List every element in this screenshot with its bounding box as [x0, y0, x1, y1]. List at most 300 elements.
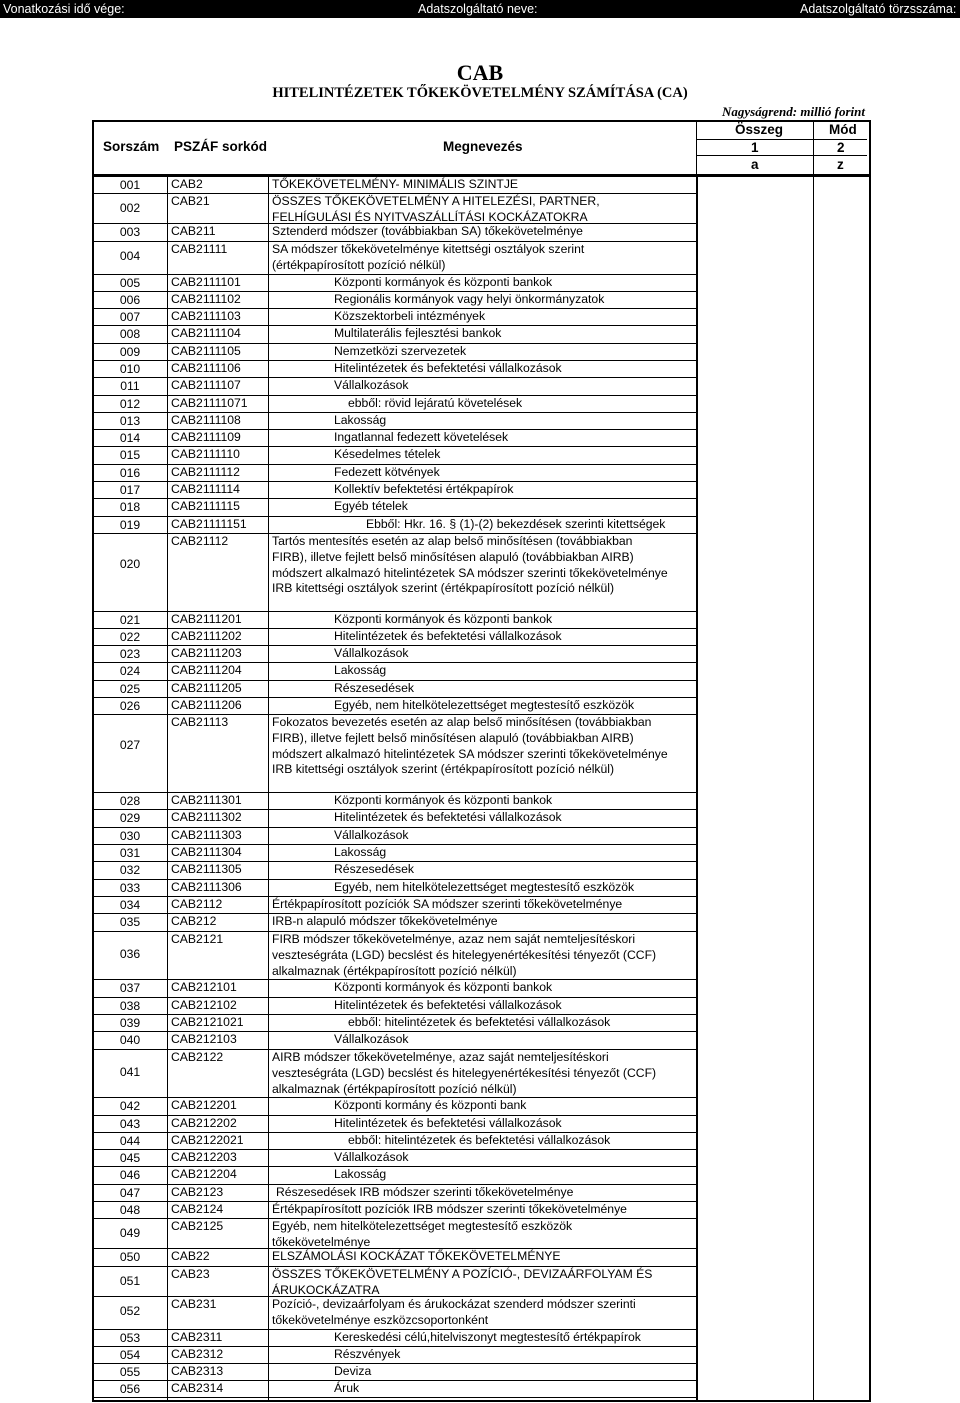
- row-number: 022: [119, 630, 141, 644]
- table-row: [0, 193, 960, 223]
- row-number: 013: [119, 414, 141, 428]
- col-header-sorszam: Sorszám: [103, 139, 160, 154]
- row-code: CAB2: [171, 177, 203, 191]
- row-name-line: Fedezett kötvények: [334, 465, 440, 479]
- row-name: [272, 534, 668, 597]
- row-number: 056: [119, 1382, 141, 1396]
- row-code: CAB2112: [171, 897, 223, 911]
- row-name-line: Központi kormányok és központi bankok: [334, 793, 553, 807]
- provider-id-label: Adatszolgáltató törzsszáma:: [800, 2, 957, 16]
- row-name-line: Lakosság: [334, 413, 387, 427]
- row-name-line: Hitelintézetek és befektetési vállalkozások: [334, 1116, 562, 1130]
- row-name: [334, 292, 604, 308]
- row-name: [272, 932, 656, 979]
- table-row: [0, 291, 960, 308]
- row-name-line: ÖSSZES TŐKEKÖVETELMÉNY A POZÍCIÓ-, DEVIZAÁRFOLYAM ÉS: [272, 1267, 653, 1281]
- row-number: 051: [119, 1273, 141, 1288]
- row-name: [272, 1267, 652, 1299]
- row-code: CAB212103: [171, 1032, 237, 1046]
- row-name: [334, 309, 485, 325]
- row-name-line: Kereskedési célú,hitelviszonyt megtestesítő értékpapírok: [334, 1330, 641, 1344]
- row-code: CAB2111205: [171, 681, 242, 695]
- header-divider-mod: [813, 120, 814, 174]
- table-row: [0, 896, 960, 913]
- row-code: CAB2111104: [171, 326, 241, 340]
- row-code: CAB2111301: [171, 793, 242, 807]
- row-name: [334, 810, 562, 826]
- row-name-line: Egyéb, nem hitelkötelezettséget megtestesítő eszközök: [272, 1219, 573, 1233]
- row-code: CAB212: [171, 914, 217, 928]
- row-name: [334, 430, 508, 446]
- row-name: [334, 482, 514, 498]
- row-code: CAB2111110: [171, 447, 240, 461]
- row-code: CAB2312: [171, 1347, 224, 1361]
- table-row: [0, 931, 960, 979]
- table-row: [0, 308, 960, 325]
- row-name-line: veszteségráta (LGD) becslést és hitelegyenértékesítési tényezőt (CCF): [272, 1065, 657, 1080]
- row-name: [272, 914, 498, 930]
- row-name-line: Részesedések IRB módszer szerinti tőkekövetelménye: [276, 1185, 574, 1199]
- row-code: CAB2111109: [171, 430, 241, 444]
- row-name: [334, 1381, 359, 1397]
- row-name: [334, 413, 386, 429]
- row-name-line: Vállalkozások: [334, 828, 409, 842]
- row-name: [334, 275, 552, 291]
- row-code: CAB2111306: [171, 880, 242, 894]
- row-code: CAB2111103: [171, 309, 241, 323]
- row-name-line: Regionális kormányok vagy helyi önkormányzatok: [334, 292, 605, 306]
- row-name: [334, 1347, 400, 1363]
- table-row: [0, 809, 960, 827]
- row-name-line: alkalmaznak (értékpapírosított pozíció nélkül): [272, 1081, 517, 1096]
- row-name-line: Részvények: [334, 1347, 401, 1361]
- table-row: [0, 714, 960, 792]
- row-name: [334, 378, 409, 394]
- row-name-line: ÁRUKOCKÁZATRA: [272, 1282, 380, 1297]
- table-row: [0, 611, 960, 628]
- row-code: CAB212204: [171, 1167, 237, 1181]
- row-code: CAB21: [171, 194, 210, 208]
- col-header-osszeg-num: 1: [751, 140, 759, 155]
- row-code: CAB21111: [171, 242, 228, 256]
- row-number: 042: [119, 1099, 141, 1113]
- row-code: CAB2111206: [171, 698, 242, 712]
- row-name-line: Központi kormány és központi bank: [334, 1098, 527, 1112]
- row-number: 012: [119, 397, 141, 411]
- table-row: [0, 645, 960, 662]
- table-row: [0, 481, 960, 498]
- row-name-line: Tartós mentesítés esetén az alap belső minősítésen (továbbiakban: [272, 534, 633, 548]
- row-name: [334, 1364, 371, 1380]
- row-number: 046: [119, 1168, 141, 1182]
- row-number: 049: [119, 1225, 141, 1240]
- table-row: [0, 1201, 960, 1218]
- row-name: [334, 698, 634, 714]
- row-code: CAB2111303: [171, 828, 242, 842]
- table-row: [0, 325, 960, 343]
- row-name-line: ebből: rövid lejáratú követelések: [348, 396, 523, 410]
- row-name: [272, 177, 518, 193]
- row-number: 020: [119, 556, 141, 571]
- row-number: 006: [119, 293, 141, 307]
- row-name-line: FIRB), illetve fejlett belső minősítésen alapuló (továbbiakban AIRB): [272, 549, 634, 564]
- table-row: [0, 1363, 960, 1380]
- row-name-line: Egyéb, nem hitelkötelezettséget megtestesítő eszközök: [334, 880, 635, 894]
- row-number: 011: [120, 379, 140, 393]
- row-name: [334, 793, 552, 809]
- row-number: 038: [119, 999, 141, 1013]
- row-number: 031: [119, 846, 141, 860]
- table-row: [0, 1097, 960, 1115]
- form-title: CAB: [456, 60, 504, 85]
- row-name: [334, 499, 408, 515]
- row-name: [334, 880, 634, 896]
- row-code: CAB23: [171, 1267, 210, 1281]
- row-name: [272, 224, 583, 240]
- row-name-line: (értékpapírosított pozíció nélkül): [272, 257, 446, 272]
- row-name-line: IRB kitettségi osztályok szerint (értékpapírosított pozíció nélkül): [272, 762, 615, 777]
- row-name-line: alkalmaznak (értékpapírosított pozíció nélkül): [272, 963, 517, 978]
- row-name: [334, 646, 409, 662]
- row-code: CAB2111108: [171, 413, 241, 427]
- row-code: CAB212102: [171, 998, 237, 1012]
- row-number: 018: [119, 500, 141, 514]
- row-code: CAB2111105: [171, 344, 241, 358]
- row-name-line: Központi kormányok és központi bankok: [334, 612, 553, 626]
- row-name-line: Áruk: [334, 1381, 360, 1395]
- header-hline2: [696, 155, 867, 156]
- row-name: [348, 1015, 610, 1031]
- row-name-line: Multilaterális fejlesztési bankok: [334, 326, 502, 340]
- row-name-line: Pozíció-, devizaárfolyam és árukockázat szenderd módszer szerinti: [272, 1297, 636, 1311]
- row-name-line: FELHÍGULÁSI ÉS NYITVASZÁLLÍTÁSI KOCKÁZATOKRA: [272, 209, 588, 224]
- row-code: CAB2111101: [171, 275, 241, 289]
- row-number: 033: [119, 881, 141, 895]
- row-code: CAB22: [171, 1249, 210, 1263]
- row-name: [334, 612, 552, 628]
- row-code: CAB2111201: [171, 612, 242, 626]
- table-row: [0, 1218, 960, 1248]
- row-number: 036: [119, 946, 141, 961]
- row-name-line: FIRB), illetve fejlett belső minősítésen alapuló (továbbiakban AIRB): [272, 730, 634, 745]
- table-row: [0, 533, 960, 611]
- table-row: [0, 997, 960, 1014]
- row-name: [334, 1032, 409, 1048]
- table-row: [0, 176, 960, 193]
- row-name-line: Vállalkozások: [334, 1032, 409, 1046]
- row-number: 024: [119, 664, 141, 678]
- row-code: CAB2111102: [171, 292, 241, 306]
- row-name: [334, 828, 409, 844]
- row-name-line: Lakosság: [334, 1167, 387, 1181]
- row-number: 025: [119, 682, 141, 696]
- row-code: CAB2122: [171, 1050, 224, 1064]
- table-row: [0, 1031, 960, 1049]
- table-row: [0, 498, 960, 516]
- row-name-line: Központi kormányok és központi bankok: [334, 980, 553, 994]
- row-number: 007: [119, 310, 141, 324]
- row-name-line: Vállalkozások: [334, 1150, 409, 1164]
- row-number: 055: [119, 1365, 141, 1379]
- row-name-line: Fokozatos bevezetés esetén az alap belső minősítésen (továbbiakban: [272, 715, 652, 729]
- header-divider: [696, 120, 697, 174]
- row-number: 019: [119, 518, 141, 532]
- row-name: [272, 194, 600, 226]
- row-name-line: Ingatlannal fedezett követelések: [334, 430, 509, 444]
- table-row: [0, 1014, 960, 1031]
- row-name-line: Sztenderd módszer (továbbiakban SA) tőkekövetelménye: [272, 224, 583, 238]
- row-name-line: Értékpapírosított pozíciók IRB módszer szerinti tőkekövetelménye: [272, 1202, 627, 1216]
- row-name: [334, 998, 562, 1014]
- row-number: 005: [119, 276, 141, 290]
- row-name: [334, 326, 501, 342]
- row-name: [272, 1050, 656, 1097]
- table-row: [0, 1248, 960, 1266]
- provider-name-label: Adatszolgáltató neve:: [418, 2, 538, 16]
- row-name: [272, 242, 584, 274]
- row-name-line: Részesedések: [334, 862, 414, 876]
- top-bar: [0, 0, 960, 18]
- table-row: [0, 662, 960, 680]
- row-code: CAB212201: [171, 1098, 237, 1112]
- table-row: [0, 1346, 960, 1363]
- row-name-line: IRB-n alapuló módszer tőkekövetelménye: [272, 914, 498, 928]
- row-name-line: Nemzetközi szervezetek: [334, 344, 467, 358]
- row-name-line: módszert alkalmazó hitelintézetek SA módszer szerinti tőkekövetelménye: [272, 746, 668, 761]
- row-number: 032: [119, 863, 141, 877]
- row-number: 040: [119, 1033, 141, 1047]
- row-code: CAB212202: [171, 1116, 237, 1130]
- row-code: CAB2125: [171, 1219, 224, 1233]
- table-row: [0, 1296, 960, 1329]
- row-number: 023: [119, 647, 141, 661]
- row-name-line: módszert alkalmazó hitelintézetek SA módszer szerinti tőkekövetelménye: [272, 565, 668, 580]
- row-number: 053: [119, 1331, 141, 1345]
- row-code: CAB2313: [171, 1364, 224, 1378]
- row-code: CAB2111204: [171, 663, 242, 677]
- row-code: CAB231: [171, 1297, 217, 1311]
- row-name-line: Hitelintézetek és befektetési vállalkozások: [334, 998, 562, 1012]
- row-code: CAB21112: [171, 534, 229, 548]
- row-name-line: Vállalkozások: [334, 646, 409, 660]
- row-name-line: Késedelmes tételek: [334, 447, 441, 461]
- row-name: [334, 344, 466, 360]
- row-code: CAB2124: [171, 1202, 224, 1216]
- table-row: [0, 516, 960, 533]
- table-row: [0, 1166, 960, 1184]
- table-row: [0, 879, 960, 896]
- row-number: 030: [119, 829, 141, 843]
- row-name-line: tőkekövetelménye eszközcsoportonként: [272, 1312, 489, 1327]
- row-name-line: IRB kitettségi osztályok szerint (értékpapírosított pozíció nélkül): [272, 581, 615, 596]
- row-name: [348, 396, 522, 412]
- row-name: [272, 715, 668, 778]
- row-name-line: TŐKEKÖVETELMÉNY- MINIMÁLIS SZINTJE: [272, 177, 519, 191]
- row-number: 003: [119, 225, 141, 239]
- row-name-line: Lakosság: [334, 663, 387, 677]
- row-name: [334, 681, 414, 697]
- row-code: CAB21113: [171, 715, 229, 729]
- row-code: CAB21111151: [171, 517, 247, 531]
- row-name: [366, 517, 665, 533]
- row-name: [334, 663, 386, 679]
- row-name: [272, 1219, 572, 1251]
- row-number: 002: [119, 200, 141, 215]
- row-code: CAB211: [171, 224, 216, 238]
- row-number: 054: [119, 1348, 141, 1362]
- table-row: [0, 1149, 960, 1166]
- table-row: [0, 377, 960, 395]
- row-name: [348, 1133, 610, 1149]
- row-name: [334, 465, 440, 481]
- row-code: CAB2111304: [171, 845, 242, 859]
- row-number: 029: [119, 811, 141, 825]
- row-name: [334, 361, 562, 377]
- row-name-line: Hitelintézetek és befektetési vállalkozások: [334, 629, 562, 643]
- row-name-line: Értékpapírosított pozíciók SA módszer szerinti tőkekövetelménye: [272, 897, 623, 911]
- row-code: CAB2121: [171, 932, 224, 946]
- unit-note: Nagyságrend: millió forint: [721, 104, 865, 119]
- row-code: CAB2314: [171, 1381, 224, 1395]
- row-name-line: veszteségráta (LGD) becslést és hitelegyenértékesítési tényezőt (CCF): [272, 947, 657, 962]
- row-number: 009: [119, 345, 141, 359]
- row-number: 014: [119, 431, 141, 445]
- row-name: [272, 1249, 561, 1265]
- row-code: CAB2111305: [171, 862, 242, 876]
- row-name: [334, 629, 562, 645]
- row-code: CAB2111112: [171, 465, 240, 479]
- table-row: [0, 628, 960, 645]
- row-code: CAB21111071: [171, 396, 248, 410]
- row-number: 045: [119, 1151, 141, 1165]
- row-number: 050: [119, 1250, 141, 1264]
- row-number: 015: [119, 448, 141, 462]
- table-row: [0, 464, 960, 481]
- row-number: 039: [119, 1016, 141, 1030]
- table-row: [0, 395, 960, 412]
- row-code: CAB2121021: [171, 1015, 244, 1029]
- table-row: [0, 792, 960, 809]
- row-code: CAB2123: [171, 1185, 224, 1199]
- row-number: 021: [119, 613, 141, 627]
- row-name-line: Ebből: Hkr. 16. § (1)-(2) bekezdések szerinti kitettségek: [366, 517, 666, 531]
- row-number: 001: [119, 178, 141, 192]
- row-name: [334, 862, 414, 878]
- form-subtitle: HITELINTÉZETEK TŐKEKÖVETELMÉNY SZÁMÍTÁSA (CA): [272, 85, 688, 101]
- col-header-megnevezes: Megnevezés: [443, 139, 523, 154]
- row-name: [334, 1330, 641, 1346]
- row-name-line: FIRB módszer tőkekövetelménye, azaz nem saját nemteljesítéskori: [272, 932, 636, 946]
- row-number: 044: [119, 1134, 141, 1148]
- row-code: CAB212101: [171, 980, 237, 994]
- row-code: CAB2111107: [171, 378, 241, 392]
- row-code: CAB2111114: [171, 482, 240, 496]
- table-row: [0, 446, 960, 464]
- row-code: CAB2111106: [171, 361, 241, 375]
- row-name: [334, 1150, 409, 1166]
- table-row: [0, 844, 960, 861]
- row-number: 027: [119, 737, 141, 752]
- row-name-line: ebből: hitelintézetek és befektetési vállalkozások: [348, 1133, 611, 1147]
- col-header-psaf: PSZÁF sorkód: [174, 139, 268, 154]
- row-name-line: Kollektív befektetési értékpapírok: [334, 482, 514, 496]
- col-header-osszeg-letter: a: [751, 157, 759, 172]
- table-row: [0, 343, 960, 360]
- row-name: [272, 897, 622, 913]
- table-row: [0, 1132, 960, 1149]
- table-row: [0, 1380, 960, 1397]
- table-row: [0, 429, 960, 446]
- table-row: [0, 1049, 960, 1097]
- row-name: [334, 1116, 562, 1132]
- row-number: 052: [119, 1303, 141, 1318]
- row-name-line: Egyéb tételek: [334, 499, 408, 513]
- table-row: [0, 412, 960, 429]
- table-row: [0, 1184, 960, 1201]
- table-row: [0, 1329, 960, 1346]
- table-row: [0, 1266, 960, 1296]
- row-number: 026: [119, 699, 141, 713]
- row-name-line: Hitelintézetek és befektetési vállalkozások: [334, 361, 562, 375]
- table-row: [0, 979, 960, 997]
- row-name-line: Központi kormányok és központi bankok: [334, 275, 553, 289]
- row-number: 035: [119, 915, 141, 929]
- row-number: 048: [119, 1203, 141, 1217]
- row-name-line: Deviza: [334, 1364, 372, 1378]
- row-name: [334, 1167, 386, 1183]
- row-name-line: tőkekövetelménye: [272, 1234, 371, 1249]
- table-row: [0, 360, 960, 377]
- row-number: 010: [119, 362, 141, 376]
- row-number: 028: [119, 794, 141, 808]
- row-name-line: ÖSSZES TŐKEKÖVETELMÉNY A HITELEZÉSI, PARTNER,: [272, 194, 600, 208]
- row-name-line: ELSZÁMOLÁSI KOCKÁZAT TŐKEKÖVETELMÉNYE: [272, 1249, 561, 1263]
- row-name: [276, 1185, 573, 1201]
- row-name-line: Részesedések: [334, 681, 414, 695]
- row-number: 037: [119, 981, 141, 995]
- row-name: [334, 447, 440, 463]
- col-header-mod-num: 2: [837, 140, 845, 155]
- row-code: CAB212203: [171, 1150, 237, 1164]
- row-number: 004: [119, 248, 141, 263]
- table-row: [0, 1115, 960, 1132]
- row-name: [334, 1098, 526, 1114]
- row-name-line: AIRB módszer tőkekövetelménye, azaz saját nemteljesítéskori: [272, 1050, 609, 1064]
- row-name-line: SA módszer tőkekövetelménye kitettségi osztályok szerint: [272, 242, 585, 256]
- col-header-mod-letter: z: [837, 157, 844, 172]
- table-row: [0, 274, 960, 291]
- table-row: [0, 680, 960, 697]
- row-number: 017: [119, 483, 141, 497]
- row-number: 034: [119, 898, 141, 912]
- row-code: CAB2311: [171, 1330, 223, 1344]
- table-row: [0, 697, 960, 714]
- row-code: CAB2111302: [171, 810, 242, 824]
- row-name-line: Vállalkozások: [334, 378, 409, 392]
- table-row: [0, 827, 960, 844]
- row-code: CAB2111115: [171, 499, 240, 513]
- table-row: [0, 223, 960, 241]
- table-row: [0, 241, 960, 274]
- row-number: 043: [119, 1117, 141, 1131]
- row-name-line: Közszektorbeli intézmények: [334, 309, 486, 323]
- col-header-mod: Mód: [829, 122, 857, 137]
- row-rule: [92, 1397, 696, 1398]
- row-number: 008: [119, 327, 141, 341]
- row-name: [334, 845, 386, 861]
- col-header-osszeg: Összeg: [735, 122, 784, 137]
- table-row: [0, 861, 960, 879]
